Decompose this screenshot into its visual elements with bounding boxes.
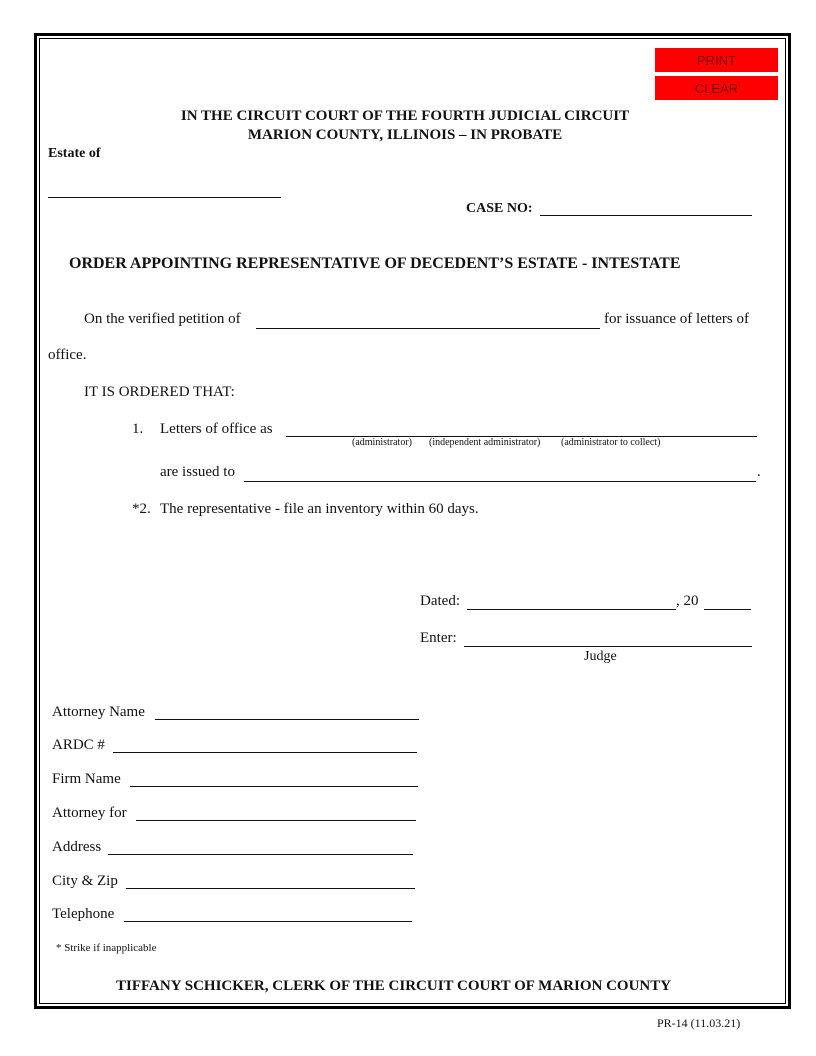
item1-number: 1. (132, 421, 144, 437)
option-independent-administrator: (independent administrator) (429, 437, 541, 448)
ordered-heading: IT IS ORDERED THAT: (84, 384, 235, 400)
dated-label: Dated: (420, 593, 460, 609)
court-header-line2: MARION COUNTY, ILLINOIS – IN PROBATE (247, 127, 563, 143)
telephone-label: Telephone (52, 906, 115, 922)
attorney-name-field[interactable] (155, 719, 419, 720)
ardc-field[interactable] (113, 752, 417, 753)
city-zip-label: City & Zip (52, 873, 118, 889)
print-button[interactable]: PRINT (655, 48, 778, 72)
item2-text: The representative - file an inventory within 60 days. (160, 501, 479, 517)
enter-label: Enter: (420, 630, 457, 646)
case-no-field[interactable] (540, 215, 752, 216)
clerk-name: TIFFANY SCHICKER, CLERK OF THE CIRCUIT COURT OF MARION COUNTY (116, 978, 672, 994)
judge-label: Judge (584, 649, 617, 664)
item1-text: Letters of office as (160, 421, 273, 437)
firm-name-field[interactable] (130, 786, 418, 787)
issued-to-period: . (757, 464, 761, 480)
court-header-line1: IN THE CIRCUIT COURT OF THE FOURTH JUDICIAL CIRCUIT (180, 108, 630, 124)
estate-name-field[interactable] (48, 197, 281, 198)
judge-signature-field[interactable] (464, 646, 752, 647)
ardc-label: ARDC # (52, 737, 105, 753)
petition-continuation: office. (48, 347, 87, 363)
inner-border (39, 38, 786, 1004)
issued-to-field[interactable] (244, 481, 756, 482)
footnote: * Strike if inapplicable (56, 942, 157, 954)
estate-label: Estate of (48, 146, 101, 161)
form-id: PR-14 (11.03.21) (657, 1016, 741, 1030)
item2-number: *2. (132, 501, 151, 517)
city-zip-field[interactable] (126, 888, 415, 889)
firm-name-label: Firm Name (52, 771, 121, 787)
form-title: ORDER APPOINTING REPRESENTATIVE OF DECEDENT’S ESTATE - INTESTATE (69, 255, 681, 272)
case-no-label: CASE NO: (466, 201, 533, 216)
clear-button[interactable]: CLEAR (655, 76, 778, 100)
telephone-field[interactable] (124, 921, 412, 922)
address-field[interactable] (108, 854, 413, 855)
attorney-for-label: Attorney for (52, 805, 127, 821)
option-administrator-to-collect: (administrator to collect) (561, 437, 661, 448)
address-label: Address (52, 839, 102, 855)
petition-prefix: On the verified petition of (84, 311, 241, 327)
year-prefix: , 20 (676, 593, 699, 609)
petitioner-field[interactable] (256, 328, 600, 329)
petition-suffix: for issuance of letters of (604, 311, 749, 327)
attorney-for-field[interactable] (136, 820, 416, 821)
year-field[interactable] (704, 609, 751, 610)
dated-field[interactable] (467, 609, 676, 610)
issued-to-label: are issued to (160, 464, 235, 480)
attorney-name-label: Attorney Name (52, 704, 145, 720)
option-administrator: (administrator) (352, 437, 412, 448)
